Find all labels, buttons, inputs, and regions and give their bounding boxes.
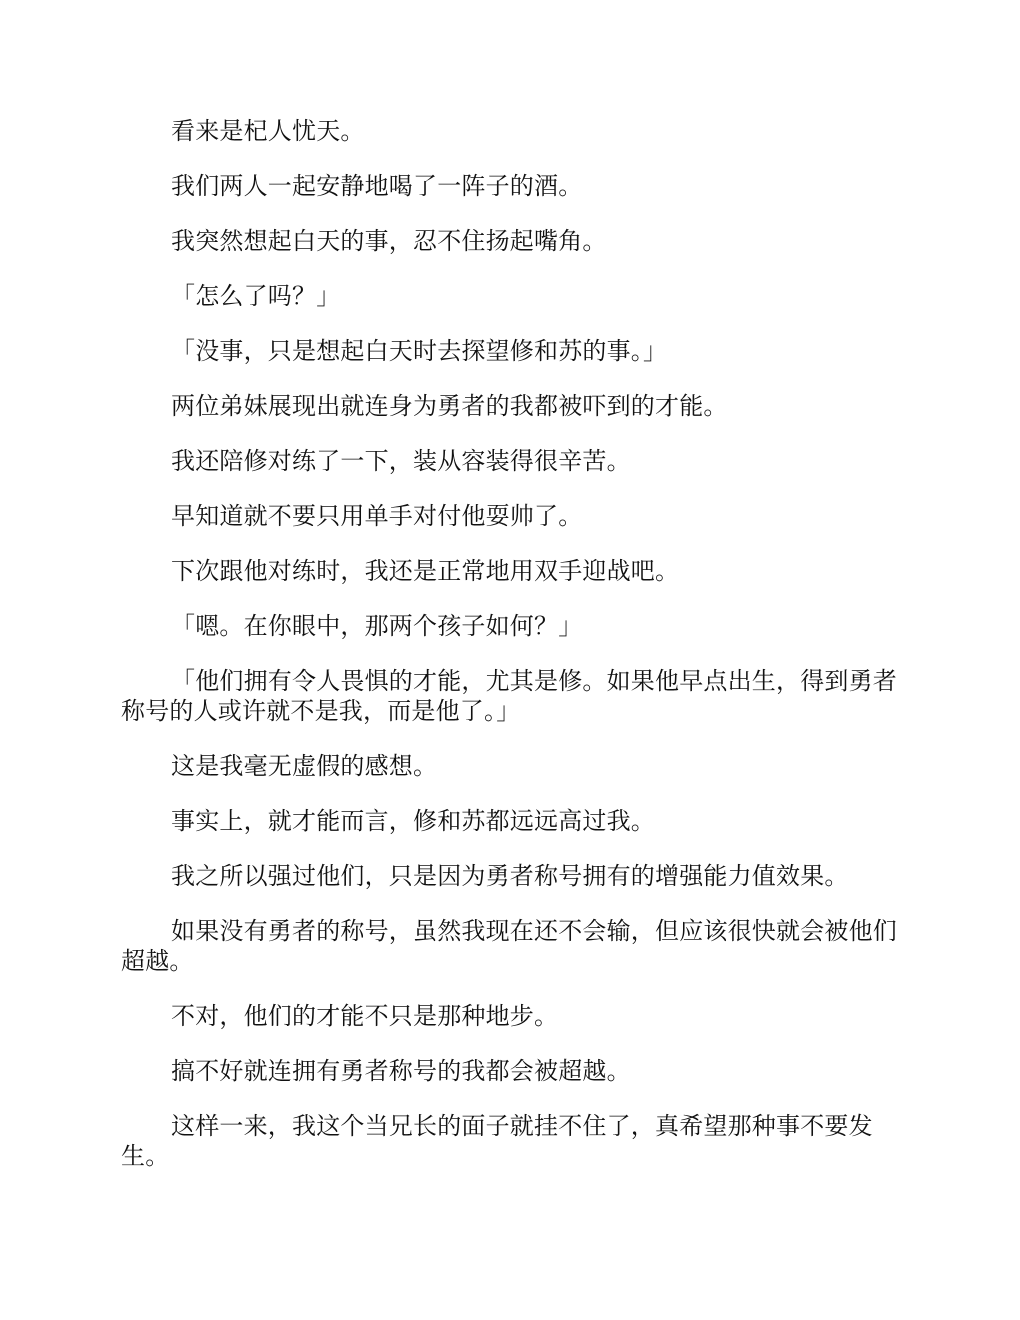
paragraph: 「没事，只是想起白天时去探望修和苏的事。」 xyxy=(171,337,668,365)
text-body xyxy=(121,116,899,1196)
paragraph: 这样一来，我这个当兄长的面子就挂不住了，真希望那种事不要发生。 xyxy=(121,1112,873,1170)
paragraph: 看来是杞人忧天。 xyxy=(171,117,365,145)
paragraph: 「他们拥有令人畏惧的才能，尤其是修。如果他早点出生，得到勇者称号的人或许就不是我，而是他了。」 xyxy=(121,667,897,725)
paragraph: 「嗯。在你眼中，那两个孩子如何？」 xyxy=(171,612,583,640)
paragraph: 两位弟妹展现出就连身为勇者的我都被吓到的才能。 xyxy=(171,392,728,420)
paragraph: 搞不好就连拥有勇者称号的我都会被超越。 xyxy=(171,1057,631,1085)
paragraph: 我还陪修对练了一下，装从容装得很辛苦。 xyxy=(171,447,631,475)
paragraph: 如果没有勇者的称号，虽然我现在还不会输，但应该很快就会被他们超越。 xyxy=(121,917,897,975)
paragraph: 「怎么了吗？」 xyxy=(171,282,341,310)
paragraph: 下次跟他对练时，我还是正常地用双手迎战吧。 xyxy=(171,557,680,585)
paragraph: 这是我毫无虚假的感想。 xyxy=(171,752,438,780)
paragraph: 不对，他们的才能不只是那种地步。 xyxy=(171,1002,559,1030)
paragraph: 我突然想起白天的事，忍不住扬起嘴角。 xyxy=(171,227,607,255)
paragraph: 早知道就不要只用单手对付他耍帅了。 xyxy=(171,502,583,530)
paragraph: 事实上，就才能而言，修和苏都远远高过我。 xyxy=(171,807,655,835)
paragraph: 我们两人一起安静地喝了一阵子的酒。 xyxy=(171,172,583,200)
paragraph: 我之所以强过他们，只是因为勇者称号拥有的增强能力值效果。 xyxy=(171,862,849,890)
